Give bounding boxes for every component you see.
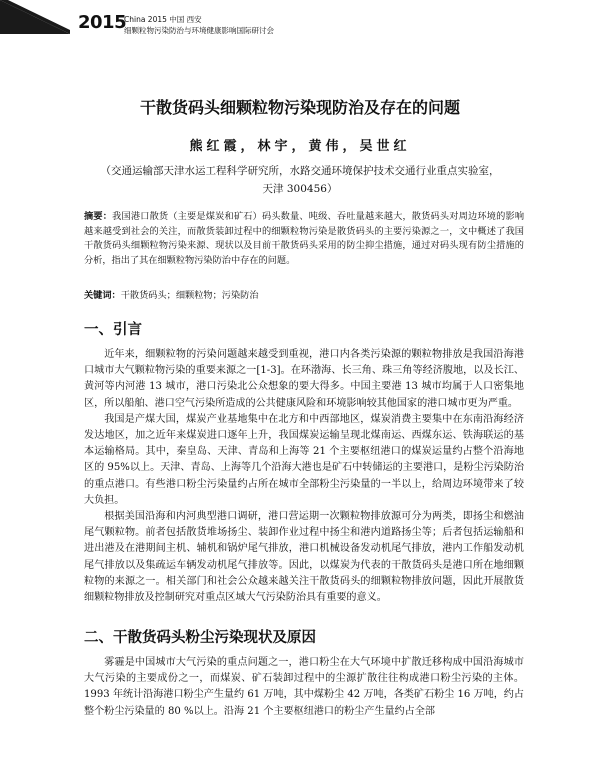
abstract-text: 我国港口散货（主要是煤炭和矿石）码头数量、吨级、吞吐量越来越大，散货码头对周边环境的影响越来越受到社会的关注，而散货装卸过程中的细颗粒物污染是散货码头的主要污染源之一，文中概述了我国干散货码头细颗粒物污染来源、现状以及目前干散货码头采用的防尘抑尘措施，通过对码头现有防尘措施的分析，指出了其在细颗粒物污染防治中存在的问题。: [84, 211, 525, 266]
keywords-label: 关键词：: [84, 290, 121, 301]
section-heading-status: 二、干散货码头粉尘污染现状及原因: [84, 630, 316, 646]
paragraph: 雾霾是中国城市大气污染的重点问题之一，港口粉尘在大气环境中扩散迁移构成中国沿海城市大气污染的主要成份之一，而煤炭、矿石装卸过程中的尘源扩散往往构成港口粉尘污染的主体。1993 年统计沿海港口粉尘产生量约 61 万吨，其中煤粉尘 42 万吨，各类矿石粉尘 16 万吨，约占整个粉尘污染量的 80 %以上。沿海 21 个主要枢纽港口的粉尘产生量约占全部: [84, 657, 524, 717]
paragraph: 近年来，细颗粒物的污染问题越来越受到重视，港口内各类污染源的颗粒物排放是我国沿海港口城市大气颗粒物污染的重要来源之一[1-3]。在环渤海、长三角、珠三角等经济腹地，以及长江、黄河等内河港 13 城市，港口污染北公众想象的要大得多。中国主要港 13 城市均属于人口密集地区，所以船舶、港口空气污染所造成的公共健康风险和环境影响较其他国家的港口城市更为严重。: [84, 349, 524, 409]
paragraph: 根据美国沿海和内河典型港口调研，港口营运期一次颗粒物排放源可分为两类，即扬尘和燃油尾气颗粒物。前者包括散货堆场扬尘、装卸作业过程中扬尘和港内道路扬尘等；后者包括运输船和进出港及在港期间主机、辅机和锅炉尾气排放，港口机械设备发动机尾气排放，港内工作船发动机尾气排放以及集疏运车辆发动机尾气排放等。因此，以煤炭为代表的干散货码头是港口所在地细颗粒物的来源之一。相关部门和社会公众越来越关注干散货码头的细颗粒物排放问题，因此开展散货细颗粒物排放及控制研究对重点区域大气污染防治具有重要的意义。: [84, 511, 524, 604]
conference-header: [0, 0, 600, 40]
keywords-text: 干散货码头；细颗粒物；污染防治: [120, 290, 259, 301]
conference-year: 2015: [78, 12, 127, 33]
conference-name: 细颗粒物污染防治与环境健康影响国际研讨会: [124, 26, 274, 35]
paper-authors: 熊红霞，林宇，黄伟，吴世红: [189, 139, 411, 154]
conference-location: China 2015 中国 西安: [124, 15, 202, 24]
header-wedge-graphic: [0, 0, 70, 34]
abstract: [84, 210, 524, 268]
paragraph: 我国是产煤大国，煤炭产业基地集中在北方和中西部地区，煤炭消费主要集中在东南沿海经济发达地区，加之近年来煤炭进口逐年上升，我国煤炭运输呈现北煤南运、西煤东运、铁海联运的基本运输格局。其中，秦皇岛、天津、青岛和上海等 21 个主要枢纽港口的煤炭运量约占整个沿海地区的 95%以上。天津、青岛、上海等几个沿海大港也是矿石中转储运的主要港口，是粉尘污染防治的重点港口。有些港口粉尘污染量约占所在城市全部粉尘污染量的一半以上，给周边环境带来了较大负担。: [84, 413, 524, 506]
author-affiliation: （交通运输部天津水运工程科学研究所，水路交通环境保护技术交通行业重点实验室，天津 300456）: [100, 165, 500, 195]
section-heading-introduction: 一、引言: [84, 322, 142, 338]
keywords: [84, 289, 524, 303]
section-status-body: [84, 655, 524, 720]
paper-title: 干散货码头细颗粒物污染现防治及存在的问题: [139, 98, 460, 117]
abstract-label: 摘要：: [84, 211, 113, 222]
section-introduction-body: [84, 347, 524, 606]
